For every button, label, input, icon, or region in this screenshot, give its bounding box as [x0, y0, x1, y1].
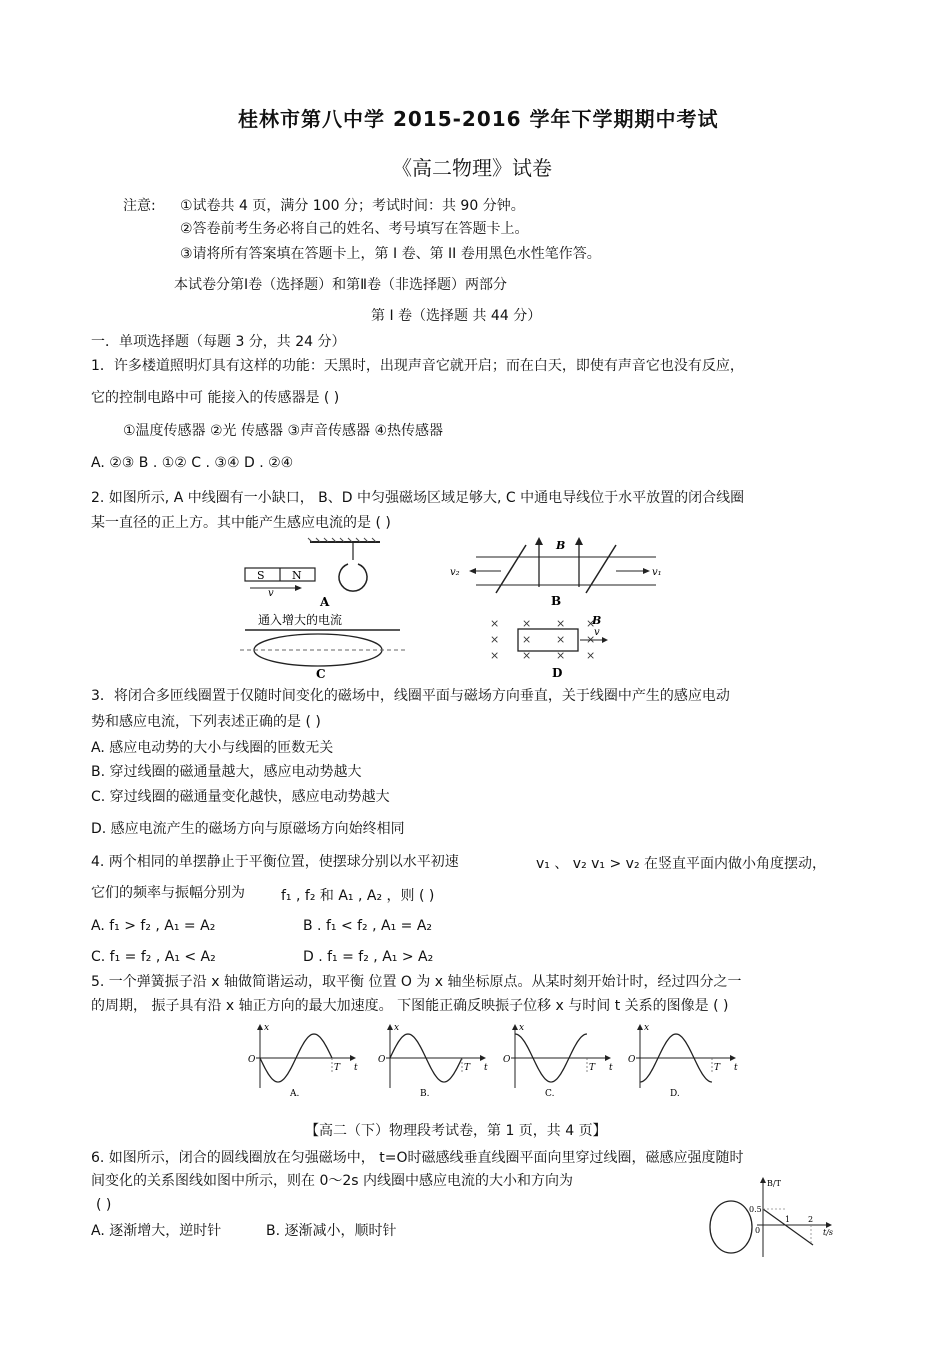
q6-line3: ( ) — [96, 1197, 112, 1213]
q6-option-b: B. 逐渐减小，顺时针 — [266, 1223, 397, 1239]
q4-option-a: A. f₁ > f₂ , A₁ = A₂ — [91, 918, 216, 934]
q2-figure-b — [446, 535, 676, 607]
q5-t-label: t — [484, 1063, 488, 1073]
q6-y-axis-label: B/T — [767, 1179, 781, 1188]
q5-period-label: T — [334, 1063, 341, 1073]
q5-origin: O — [503, 1055, 511, 1065]
q6-y-tick: 0.5 — [749, 1205, 762, 1214]
q6-x-axis-label: t/s — [823, 1228, 834, 1237]
q3-option-a: A. 感应电动势的大小与线圈的匝数无关 — [91, 740, 334, 756]
fig-c-current-text: 通入增大的电流 — [258, 613, 343, 627]
fig-d-b-label: B — [592, 614, 602, 627]
notice-item-1: ①试卷共 4 页，满分 100 分；考试时间：共 90 分钟。 — [180, 198, 525, 214]
q6-x-tick-2: 2 — [808, 1215, 814, 1224]
q3-line1: 3．将闭合多匝线圈置于仅随时间变化的磁场中，线圈平面与磁场方向垂直，关于线圈中产生的感应电动 — [91, 688, 730, 704]
fig-d-v-label: v — [594, 627, 600, 638]
q5-period-label: T — [714, 1063, 721, 1073]
q2-line1: 2. 如图所示, A 中线圈有一小缺口， B、D 中匀强磁场区域足够大, C 中通电导线位于水平放置的闭合线圈 — [91, 490, 745, 506]
fig-b-label: B — [551, 594, 562, 608]
q5-graph-label: B. — [420, 1089, 430, 1099]
intro-text: 本试卷分第Ⅰ卷（选择题）和第Ⅱ卷（非选择题）两部分 — [174, 277, 508, 293]
q6-x-tick-1: 1 — [785, 1215, 791, 1224]
q3-line2: 势和感应电流，下列表述正确的是 ( ) — [91, 714, 321, 730]
q5-origin: O — [628, 1055, 636, 1065]
notice-item-3: ③请将所有答案填在答题卡上，第 I 卷、第 II 卷用黑色水性笔作答。 — [180, 246, 601, 262]
fig-b-v2-label: v₂ — [450, 567, 460, 578]
q4-line2: 它们的频率与振幅分别为 — [91, 885, 245, 901]
q5-line1: 5. 一个弹簧振子沿 x 轴做简谐运动，取平衡 位置 O 为 x 轴坐标原点。从某时刻开始计时，经过四分之一 — [91, 974, 742, 990]
q5-t-label: t — [354, 1063, 358, 1073]
magnet-s-label: S — [257, 569, 265, 582]
q4-line1-vars: v₁ 、 v₂ v₁ > v₂ 在竖直平面内做小角度摆动， — [536, 856, 827, 872]
part1-heading: 第 I 卷（选择题 共 44 分） — [371, 308, 542, 324]
svg-text:×: × — [586, 633, 596, 646]
q3-option-c: C. 穿过线圈的磁通量变化越快，感应电动势越大 — [91, 789, 390, 805]
q1-line1: 1．许多楼道照明灯具有这样的功能：天黑时，出现声音它就开启；而在白天，即使有声音它也没有反应， — [91, 358, 744, 374]
q5-graph-group — [248, 1023, 738, 1099]
svg-text:×: × — [556, 649, 566, 662]
fig-c-label: C — [316, 667, 326, 681]
q5-x-label: x — [644, 1023, 650, 1033]
page-footer: 【高二（下）物理段考试卷，第 1 页，共 4 页】 — [305, 1123, 607, 1139]
q5-origin: O — [248, 1055, 256, 1065]
q4-option-d: D . f₁ = f₂ , A₁ > A₂ — [303, 949, 434, 965]
q2-figure-d — [486, 610, 626, 682]
fig-d-label: D — [552, 666, 563, 680]
section1-heading: 一．单项选择题（每题 3 分，共 24 分） — [91, 334, 346, 350]
q5-graph-d — [628, 1023, 738, 1099]
q6-origin: 0 — [755, 1226, 761, 1235]
q6-line1: 6. 如图所示，闭合的圆线圈放在匀强磁场中， t=O时磁感线垂直线圈平面向里穿过线圈，磁感应强度随时 — [91, 1150, 744, 1166]
q2-figure-a — [240, 538, 400, 608]
fig-b-v1-label: v₁ — [652, 567, 662, 578]
q1-options: A. ②③ B . ①② C . ③④ D . ②④ — [91, 455, 294, 471]
svg-text:×: × — [522, 617, 532, 630]
fig-a-label: A — [320, 595, 330, 609]
svg-text:×: × — [490, 617, 500, 630]
q1-items: ①温度传感器 ②光 传感器 ③声音传感器 ④热传感器 — [123, 423, 444, 439]
svg-text:×: × — [522, 633, 532, 646]
q5-graph-c — [503, 1023, 613, 1099]
q5-graph-a — [248, 1023, 358, 1099]
q5-line2: 的周期， 振子具有沿 x 轴正方向的最大加速度。 下图能正确反映振子位移 x 与时间 t 关系的图像是 ( ) — [91, 998, 729, 1014]
q2-figure-c — [240, 610, 410, 682]
q2-line2: 某一直径的正上方。其中能产生感应电流的是 ( ) — [91, 515, 391, 531]
q1-line2: 它的控制电路中可 能接入的传感器是 ( ) — [91, 390, 340, 406]
q5-graph-b — [378, 1023, 488, 1099]
q6-line2: 间变化的关系图线如图中所示，则在 0～2s 内线圈中感应电流的大小和方向为 — [91, 1173, 574, 1189]
q4-line1: 4. 两个相同的单摆静止于平衡位置，使摆球分别以水平初速 — [91, 854, 459, 870]
q5-x-label: x — [394, 1023, 400, 1033]
q5-origin: O — [378, 1055, 386, 1065]
q5-graph-label: C. — [545, 1089, 555, 1099]
q5-period-label: T — [464, 1063, 471, 1073]
exam-subtitle: 《高二物理》试卷 — [392, 156, 552, 180]
svg-text:×: × — [556, 633, 566, 646]
q5-x-label: x — [519, 1023, 525, 1033]
q4-option-b: B . f₁ < f₂ , A₁ = A₂ — [303, 918, 433, 934]
q4-line2-vars: f₁ , f₂ 和 A₁ , A₂ ，则 ( ) — [281, 888, 435, 904]
fig-a-v-label: v — [268, 588, 274, 599]
q5-period-label: T — [589, 1063, 596, 1073]
svg-text:×: × — [490, 633, 500, 646]
svg-text:×: × — [490, 649, 500, 662]
notice-label: 注意: — [123, 198, 156, 214]
q3-option-b: B. 穿过线圈的磁通量越大，感应电动势越大 — [91, 764, 362, 780]
q5-graphs — [240, 1020, 760, 1100]
svg-text:×: × — [522, 649, 532, 662]
q5-x-label: x — [264, 1023, 270, 1033]
notice-item-2: ②答卷前考生务必将自己的姓名、考号填写在答题卡上。 — [180, 221, 529, 237]
q5-graph-label: A. — [290, 1089, 300, 1099]
q3-option-d: D. 感应电流产生的磁场方向与原磁场方向始终相同 — [91, 821, 405, 837]
q6-figure — [705, 1175, 840, 1265]
q5-t-label: t — [609, 1063, 613, 1073]
svg-text:×: × — [586, 617, 596, 630]
q6-option-a: A. 逐渐增大，逆时针 — [91, 1223, 222, 1239]
magnet-n-label: N — [292, 569, 302, 582]
fig-b-b-label: B — [556, 539, 566, 552]
exam-title: 桂林市第八中学 2015-2016 学年下学期期中考试 — [238, 107, 719, 131]
q5-t-label: t — [734, 1063, 738, 1073]
svg-text:×: × — [556, 617, 566, 630]
svg-text:×: × — [586, 649, 596, 662]
q4-option-c: C. f₁ = f₂ , A₁ < A₂ — [91, 949, 216, 965]
q5-graph-label: D. — [670, 1089, 680, 1099]
